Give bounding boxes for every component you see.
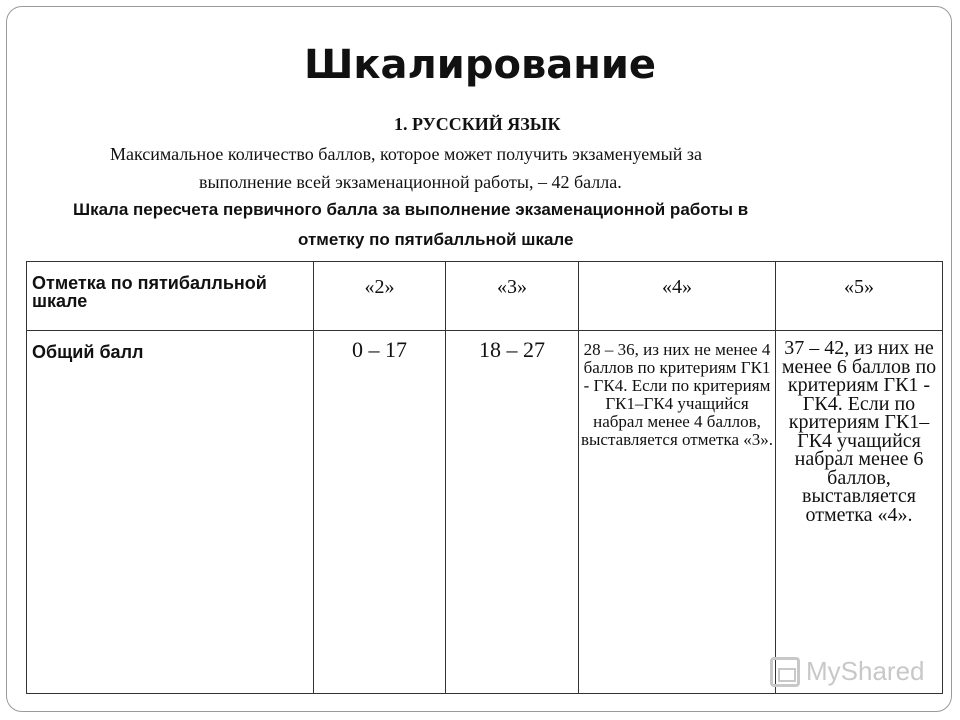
grade-5-cell: «5» — [776, 262, 943, 331]
scale-heading-line-1: Шкала пересчета первичного балла за выполнение экзаменационной работы в — [73, 200, 749, 219]
range-4-cell: 28 – 36, из них не менее 4 баллов по критериям ГК1 - ГК4. Если по критериям ГК1–ГК4 учащийся набрал менее 4 баллов, выставляется отметка «3». — [579, 331, 776, 694]
grade-2-cell: «2» — [314, 262, 446, 331]
table-row — [27, 331, 943, 694]
grade-3-cell: «3» — [446, 262, 579, 331]
header-label-cell: Отметка по пятибалльной шкале — [27, 262, 314, 331]
range-2-cell: 0 – 17 — [314, 331, 446, 694]
row-label-cell: Общий балл — [27, 331, 314, 694]
paragraph-line-1: Максимальное количество баллов, которое может получить экзаменуемый за — [110, 144, 702, 164]
watermark-logo — [770, 656, 925, 687]
grade-4-cell: «4» — [579, 262, 776, 331]
score-table — [26, 261, 943, 694]
range-5-cell: 37 – 42, из них не менее 6 баллов по критериям ГК1 - ГК4. Если по критериям ГК1–ГК4 учащийся набрал менее 6 баллов, выставляется отметка «4». — [776, 331, 943, 694]
section-title: 1. РУССКИЙ ЯЗЫК — [394, 114, 561, 134]
paragraph-line-2: выполнение всей экзаменационной работы, – 42 балла. — [199, 172, 622, 192]
range-3-cell: 18 – 27 — [446, 331, 579, 694]
page-title: Шкалирование — [303, 42, 657, 88]
presentation-board-icon — [770, 657, 800, 687]
watermark-text: MyShared — [806, 656, 925, 686]
scale-heading-line-2: отметку по пятибалльной шкале — [298, 230, 574, 249]
table-row — [27, 262, 943, 331]
